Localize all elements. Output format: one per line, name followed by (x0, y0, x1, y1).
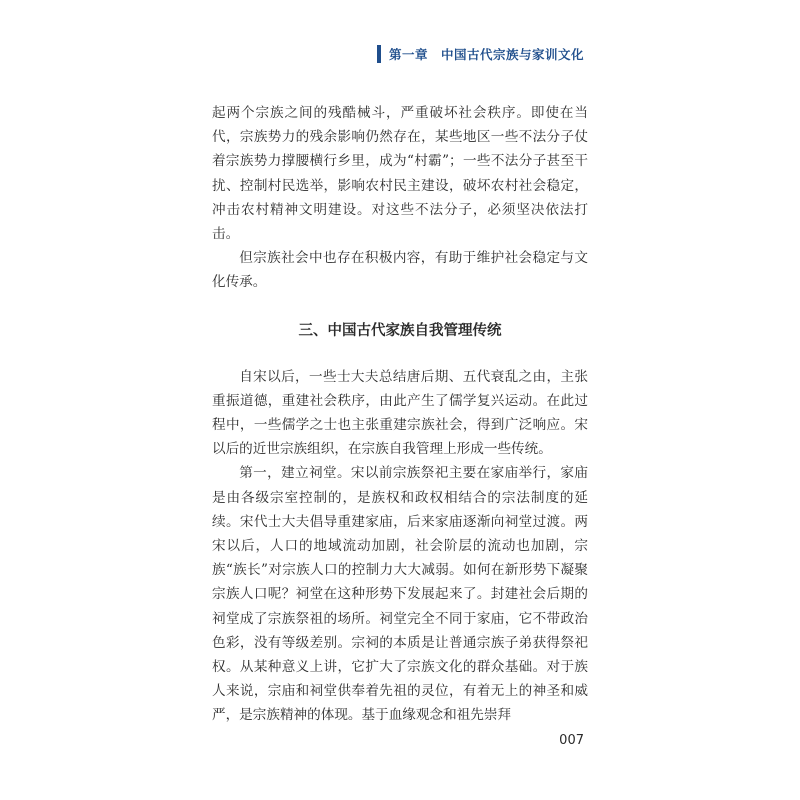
page-number: 007 (559, 733, 584, 748)
paragraph-continued: 起两个宗族之间的残酷械斗，严重破坏社会秩序。即使在当代，宗族势力的残余影响仍然存在，某些地区一些不法分子仗着宗族势力撑腰横行乡里，成为“村霸”；一些不法分子甚至干扰、控制村民选举，影响农村民主建设，破坏农村社会稳定，冲击农村精神文明建设。对这些不法分子，必须坚决依法打击。 (212, 105, 588, 243)
header-accent-bar (377, 45, 381, 63)
paragraph: 自宋以后，一些士大夫总结唐后期、五代衰乱之由，主张重振道德，重建社会秩序，由此产生了儒学复兴运动。在此过程中，一些儒学之士也主张重建宗族社会，得到广泛响应。宋以后的近世宗族组织，在宗族自我管理上形成一些传统。 (212, 368, 588, 458)
paragraph: 第一，建立祠堂。宋以前宗族祭祀主要在家庙举行，家庙是由各级宗室控制的，是族权和政权相结合的宗法制度的延续。宋代士大夫倡导重建家庙，后来家庙逐渐向祠堂过渡。两宋以后，人口的地域流动加剧，社会阶层的流动也加剧，宗族“族长”对宗族人口的控制力大大减弱。如何在新形势下凝聚宗族人口呢？祠堂在这种形势下发展起来了。封建社会后期的祠堂成了宗族祭祖的场所。祠堂完全不同于家庙，它不带政治色彩，没有等级差别。宗祠的本质是让普通宗族子弟获得祭祀权。从某种意义上讲，它扩大了宗族文化的群众基础。对于族人来说，宗庙和祠堂供奉着先祖的灵位，有着无上的神圣和威严，是宗族精神的体现。基于血缘观念和祖先崇拜 (212, 465, 588, 724)
chapter-title: 第一章 中国古代宗族与家训文化 (388, 47, 584, 62)
section-heading: 三、中国古代家族自我管理传统 (298, 322, 502, 339)
paragraph: 但宗族社会中也存在积极内容，有助于维护社会稳定与文化传承。 (212, 250, 588, 291)
page-body (212, 101, 588, 728)
running-header (377, 44, 584, 64)
